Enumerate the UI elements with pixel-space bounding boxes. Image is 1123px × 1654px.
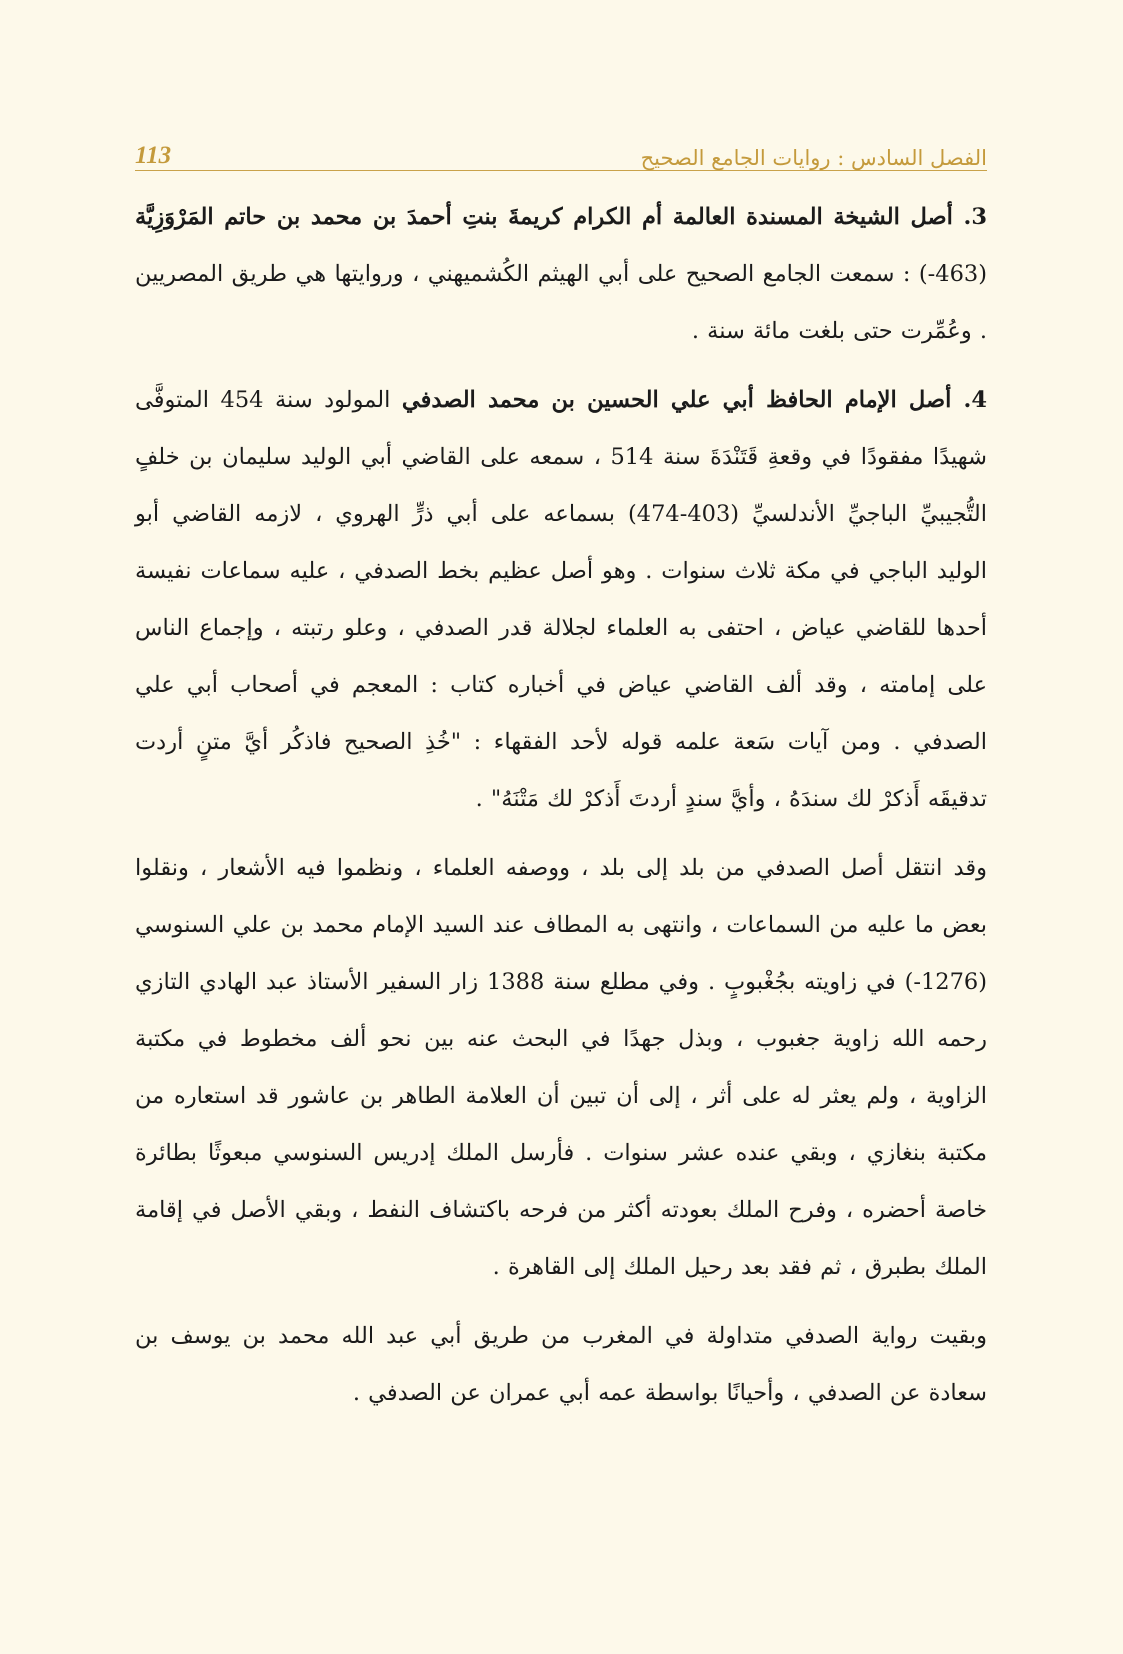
running-header: [135, 128, 987, 171]
page-number: 113: [135, 142, 172, 169]
page-body: [135, 189, 987, 1422]
paragraph-sadafi-manuscript: [135, 372, 987, 828]
paragraph-text: وقد انتقل أصل الصدفي من بلد إلى بلد ، ووصفه العلماء ، ونظموا فيه الأشعار ، ونقلوا بعض ما عليه من السماعات ، وانتهى به المطاف عند السيد الإمام محمد بن علي السنوسي (1276-) في زاويته بجُغْبوبٍ . وفي مطلع سنة 1388 زار السفير الأستاذ عبد الهادي التازي رحمه الله زاوية جغبوب ، وبذل جهدًا في البحث عنه بين نحو ألف مخطوط في مكتبة الزاوية ، ولم يعثر له على أثر ، إلى أن تبين أن العلامة الطاهر بن عاشور قد استعاره من مكتبة بنغازي ، وبقي عنده عشر سنوات . فأرسل الملك إدريس السنوسي مبعوثًا بطائرة خاصة أحضره ، وفرح الملك بعودته أكثر من فرحه باكتشاف النفط ، وبقي الأصل في إقامة الملك بطبرق ، ثم فقد بعد رحيل الملك إلى القاهرة .: [135, 855, 988, 1280]
running-title: الفصل السادس : روايات الجامع الصحيح: [640, 146, 987, 170]
paragraph-transmission-maghreb: [135, 1308, 987, 1422]
paragraph-lead: 4. أصل الإمام الحافظ أبي علي الحسين بن محمد الصدفي: [401, 387, 987, 413]
paragraph-text: وبقيت رواية الصدفي متداولة في المغرب من طريق أبي عبد الله محمد بن يوسف بن سعادة عن الصدفي ، وأحيانًا بواسطة عمه أبي عمران عن الصدفي .: [135, 1323, 987, 1406]
book-page: [135, 128, 987, 1434]
paragraph-karima-manuscript: [135, 189, 987, 360]
paragraph-text: المولود سنة 454 المتوفَّى شهيدًا مفقودًا في وقعةِ قَتَنْدَةَ سنة 514 ، سمعه على القاضي أبي الوليد سليمان بن خلفٍ التُّجيبيِّ الباجيِّ الأندلسيِّ (403-474) بسماعه على أبي ذرٍّ الهروي ، لازمه القاضي أبو الوليد الباجي في مكة ثلاث سنوات . وهو أصل عظيم بخط الصدفي ، عليه سماعات نفيسة أحدها للقاضي عياض ، احتفى به العلماء لجلالة قدر الصدفي ، وعلو رتبته ، وإجماع الناس على إمامته ، وقد ألف القاضي عياض في أخباره كتاب : المعجم في أصحاب أبي علي الصدفي . ومن آيات سَعة علمه قوله لأحد الفقهاء : "خُذِ الصحيح فاذكُر أيَّ متنٍ أردت تدقيقَه أَذكرْ لك سندَهُ ، وأيَّ سندٍ أردتَ أَذكرْ لك مَتْنَهُ" .: [135, 387, 987, 812]
paragraph-manuscript-journey: [135, 840, 987, 1296]
paragraph-lead: 3. أصل الشيخة المسندة العالمة أم الكرام كريمةَ بنتِ أحمدَ بن محمد بن حاتم المَرْوَزِيَّة: [135, 204, 987, 230]
paragraph-text: (463-) : سمعت الجامع الصحيح على أبي الهيثم الكُشميهني ، وروايتها هي طريق المصريين . وعُمِّرت حتى بلغت مائة سنة .: [135, 261, 987, 344]
